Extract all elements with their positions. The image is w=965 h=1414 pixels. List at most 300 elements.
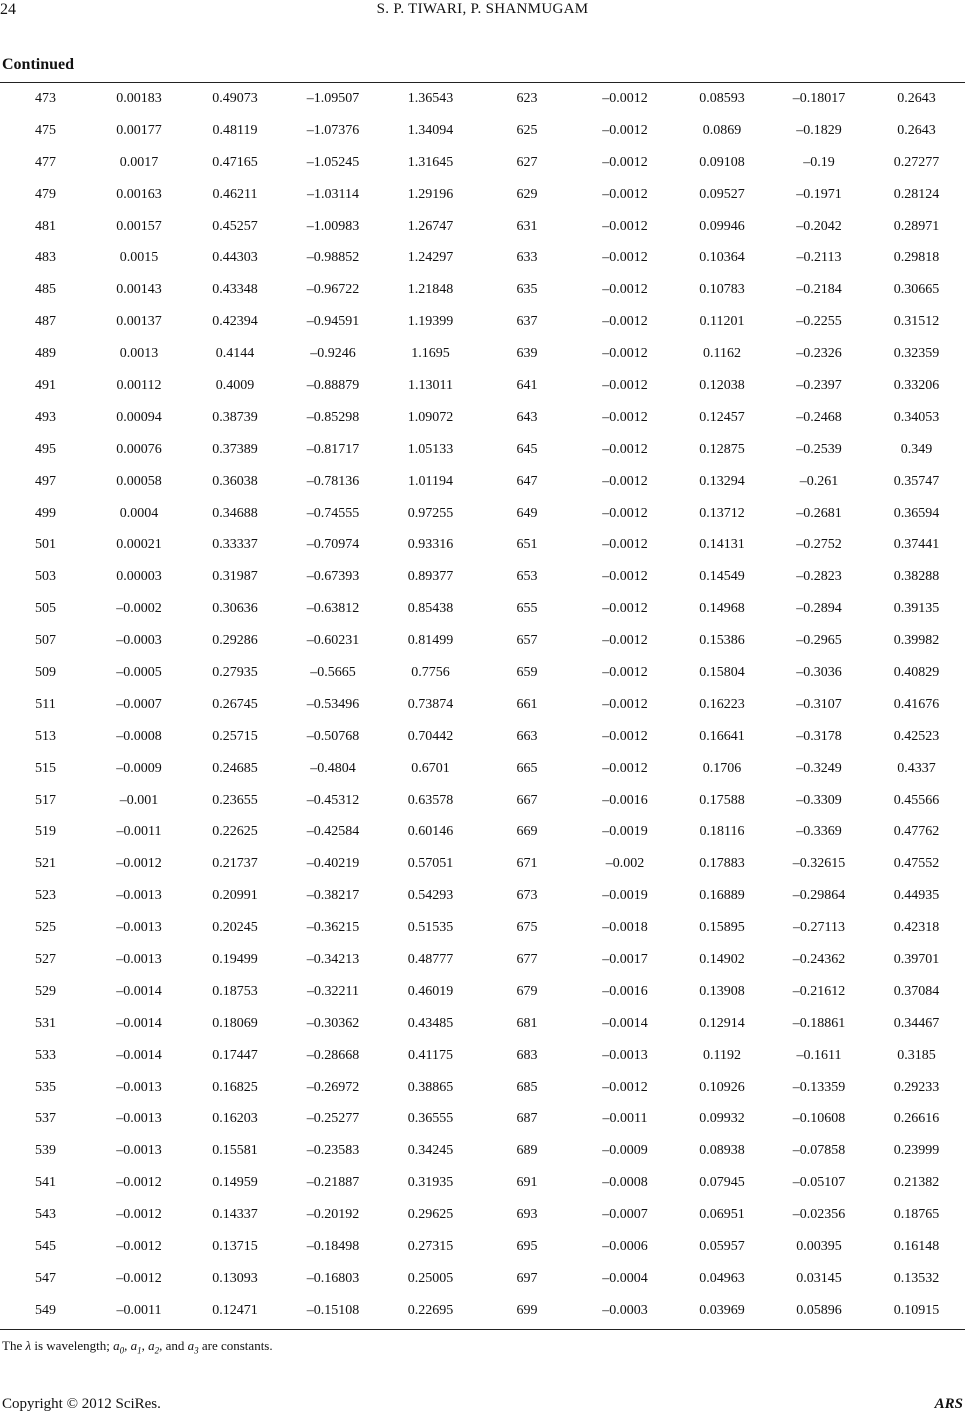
data-table bbox=[0, 83, 965, 1327]
lambda-symbol: λ bbox=[25, 1338, 32, 1353]
table-cell: –0.001 bbox=[119, 792, 159, 808]
table-cell: –0.0012 bbox=[602, 90, 648, 106]
table-cell: 0.09932 bbox=[699, 1111, 745, 1127]
table-cell: 0.07945 bbox=[699, 1175, 745, 1191]
table-cell: 625 bbox=[516, 122, 538, 138]
table-cell: 0.31935 bbox=[407, 1175, 454, 1191]
table-cell: –0.0014 bbox=[116, 1015, 162, 1031]
table-cell: –0.25277 bbox=[306, 1111, 360, 1127]
table-cell: 0.35747 bbox=[893, 473, 940, 489]
footnote-tail: are constants. bbox=[198, 1338, 273, 1353]
table-cell: 533 bbox=[35, 1047, 56, 1063]
table-cell: 1.29196 bbox=[407, 186, 454, 202]
table-cell: –0.42584 bbox=[306, 824, 360, 840]
table-cell: 0.16641 bbox=[699, 728, 745, 744]
table-cell: 0.37084 bbox=[893, 983, 940, 999]
table-cell: 0.49073 bbox=[212, 90, 258, 106]
table-row bbox=[0, 1135, 965, 1167]
table-cell: –0.0003 bbox=[116, 633, 162, 649]
table-cell: 0.00157 bbox=[116, 218, 162, 234]
table-cell: –0.2752 bbox=[796, 537, 842, 553]
constant-a-letter: a bbox=[113, 1338, 120, 1353]
footnote-separator: , bbox=[141, 1338, 149, 1353]
table-row bbox=[0, 242, 965, 274]
table-cell: 0.48119 bbox=[212, 122, 258, 138]
table-cell: 0.16148 bbox=[893, 1239, 940, 1254]
table-bottom-rule bbox=[0, 1329, 965, 1330]
journal-abbreviation: ARS bbox=[934, 1396, 963, 1412]
constant-a3 bbox=[187, 1338, 199, 1356]
table-cell: 0.00076 bbox=[116, 441, 162, 457]
table-cell: 0.38739 bbox=[212, 409, 258, 425]
table-cell: 0.00058 bbox=[116, 473, 162, 489]
table-cell: –0.0019 bbox=[602, 888, 648, 904]
table-cell: –0.5665 bbox=[310, 664, 356, 680]
table-cell: 0.36555 bbox=[407, 1111, 454, 1127]
table-cell: –0.0008 bbox=[602, 1175, 648, 1191]
table-cell: 0.63578 bbox=[407, 792, 454, 808]
table-cell: 0.34053 bbox=[893, 409, 940, 425]
table-cell: –0.261 bbox=[799, 473, 839, 489]
table-cell: 699 bbox=[516, 1302, 538, 1318]
table-cell: –0.2894 bbox=[796, 601, 842, 617]
table-cell: 0.00021 bbox=[116, 537, 162, 553]
table-cell: –0.32615 bbox=[792, 856, 846, 872]
footnote-separator: , and bbox=[159, 1338, 188, 1353]
table-cell: 0.16825 bbox=[212, 1079, 258, 1095]
table-cell: –0.40219 bbox=[306, 856, 360, 872]
table-row bbox=[0, 689, 965, 721]
table-cell: –0.1829 bbox=[796, 122, 842, 138]
table-cell: –0.60231 bbox=[306, 633, 360, 649]
table-cell: –0.53496 bbox=[306, 696, 360, 712]
table-cell: –0.0012 bbox=[602, 505, 648, 521]
table-cell: 671 bbox=[516, 856, 538, 872]
table-cell: –0.0012 bbox=[602, 282, 648, 298]
table-cell: 0.03969 bbox=[699, 1302, 745, 1318]
table-cell: –0.0013 bbox=[116, 888, 162, 904]
table-cell: 677 bbox=[516, 951, 538, 967]
table-cell: 0.45566 bbox=[893, 792, 940, 808]
table-cell: –0.0012 bbox=[602, 186, 648, 202]
table-cell: 0.10915 bbox=[893, 1302, 940, 1318]
table-cell: –0.0012 bbox=[116, 1270, 162, 1286]
table-cell: 0.51535 bbox=[407, 920, 454, 936]
table-cell: –0.0012 bbox=[602, 218, 648, 234]
table-cell: 511 bbox=[35, 696, 56, 712]
table-cell: 0.12457 bbox=[699, 409, 745, 425]
table-cell: 0.29818 bbox=[893, 250, 940, 266]
table-row bbox=[0, 1231, 965, 1263]
table-cell: 501 bbox=[35, 537, 56, 553]
table-cell: –0.70974 bbox=[306, 537, 360, 553]
table-cell: 505 bbox=[35, 601, 56, 617]
table-cell: 0.18116 bbox=[699, 824, 745, 840]
running-head: S. P. TIWARI, P. SHANMUGAM bbox=[376, 1, 589, 17]
table-cell: 681 bbox=[516, 1015, 538, 1031]
table-cell: –0.15108 bbox=[306, 1302, 360, 1318]
table-cell: –0.0013 bbox=[116, 1111, 162, 1127]
table-row bbox=[0, 848, 965, 880]
table-cell: –0.0013 bbox=[116, 1143, 162, 1159]
table-cell: 0.46019 bbox=[407, 983, 454, 999]
table-cell: –0.0005 bbox=[116, 664, 162, 680]
table-cell: –0.07858 bbox=[792, 1143, 846, 1159]
table-cell: –0.21612 bbox=[792, 983, 846, 999]
table-cell: 1.21848 bbox=[407, 282, 454, 298]
constant-a2 bbox=[148, 1338, 160, 1356]
table-cell: 0.18765 bbox=[893, 1207, 940, 1223]
table-cell: –0.0012 bbox=[116, 856, 162, 872]
table-cell: 0.4009 bbox=[215, 377, 255, 393]
table-cell: 665 bbox=[516, 760, 538, 776]
table-cell: 623 bbox=[516, 90, 538, 106]
table-cell: 545 bbox=[35, 1239, 56, 1254]
table-row bbox=[0, 434, 965, 466]
table-cell: 635 bbox=[516, 282, 538, 298]
table-cell: –0.3309 bbox=[796, 792, 842, 808]
table-cell: 0.37441 bbox=[893, 537, 940, 553]
table-cell: 0.14968 bbox=[699, 601, 745, 617]
table-cell: –0.0013 bbox=[116, 920, 162, 936]
table-row bbox=[0, 816, 965, 848]
table-cell: 697 bbox=[516, 1270, 538, 1286]
table-cell: 0.19499 bbox=[212, 951, 258, 967]
table-cell: 0.03145 bbox=[796, 1270, 842, 1286]
table-cell: 0.06951 bbox=[699, 1207, 745, 1223]
table-cell: 691 bbox=[516, 1175, 538, 1191]
table-cell: 685 bbox=[516, 1079, 538, 1095]
table-cell: 0.44935 bbox=[893, 888, 940, 904]
table-cell: 0.21737 bbox=[212, 856, 258, 872]
table-cell: 0.47165 bbox=[212, 154, 258, 170]
table-cell: –0.2823 bbox=[796, 569, 842, 585]
table-cell: 0.30636 bbox=[212, 601, 258, 617]
table-cell: 0.29286 bbox=[212, 633, 258, 649]
table-row bbox=[0, 83, 965, 115]
table-cell: 0.00094 bbox=[116, 409, 162, 425]
table-cell: 515 bbox=[35, 760, 56, 776]
table-cell: –0.0019 bbox=[602, 824, 648, 840]
table-cell: 521 bbox=[35, 856, 56, 872]
table-cell: 0.23655 bbox=[212, 792, 258, 808]
table-cell: 653 bbox=[516, 569, 538, 585]
table-row bbox=[0, 976, 965, 1008]
table-cell: 0.81499 bbox=[407, 633, 454, 649]
table-cell: 0.09946 bbox=[699, 218, 745, 234]
table-cell: –0.18017 bbox=[792, 90, 846, 106]
table-cell: 0.33206 bbox=[893, 377, 940, 393]
table-cell: 0.39982 bbox=[893, 633, 940, 649]
table-cell: –1.00983 bbox=[306, 218, 360, 234]
table-cell: 0.24685 bbox=[212, 760, 258, 776]
table-cell: 0.48777 bbox=[407, 951, 454, 967]
table-row bbox=[0, 721, 965, 753]
table-cell: –0.2042 bbox=[796, 218, 842, 234]
table-cell: –0.34213 bbox=[306, 951, 360, 967]
table-cell: 0.46211 bbox=[212, 186, 258, 202]
table-cell: 0.2643 bbox=[897, 122, 936, 138]
table-cell: –1.07376 bbox=[306, 122, 360, 138]
table-cell: –0.3036 bbox=[796, 664, 842, 680]
table-cell: 0.37389 bbox=[212, 441, 258, 457]
table-cell: –0.0016 bbox=[602, 983, 648, 999]
table-cell: –1.03114 bbox=[307, 186, 359, 202]
table-cell: 493 bbox=[35, 409, 56, 425]
table-cell: 541 bbox=[35, 1175, 56, 1191]
table-cell: 633 bbox=[516, 250, 538, 266]
table-cell: –0.0012 bbox=[602, 250, 648, 266]
table-cell: 527 bbox=[35, 951, 56, 967]
table-cell: 549 bbox=[35, 1302, 56, 1318]
table-cell: 529 bbox=[35, 983, 56, 999]
table-cell: –0.0012 bbox=[602, 664, 648, 680]
table-cell: 0.97255 bbox=[407, 505, 454, 521]
table-cell: 1.01194 bbox=[408, 473, 453, 489]
table-cell: 0.0015 bbox=[119, 250, 159, 266]
table-cell: 0.14549 bbox=[699, 569, 745, 585]
table-cell: –0.50768 bbox=[306, 728, 360, 744]
table-cell: 679 bbox=[516, 983, 538, 999]
table-row bbox=[0, 944, 965, 976]
table-cell: 0.22695 bbox=[407, 1302, 454, 1318]
table-row bbox=[0, 1295, 965, 1327]
table-cell: –0.2397 bbox=[796, 377, 842, 393]
table-cell: –0.3178 bbox=[796, 728, 842, 744]
table-cell: –0.0014 bbox=[116, 1047, 162, 1063]
table-cell: –0.20192 bbox=[306, 1207, 360, 1223]
table-row bbox=[0, 1263, 965, 1295]
table-cell: 0.73874 bbox=[407, 696, 454, 712]
table-cell: –0.0013 bbox=[116, 1079, 162, 1095]
table-cell: –0.0007 bbox=[602, 1207, 648, 1223]
table-cell: 0.11201 bbox=[699, 314, 745, 330]
table-cell: 473 bbox=[35, 90, 56, 106]
table-cell: 0.22625 bbox=[212, 824, 258, 840]
table-cell: 669 bbox=[516, 824, 538, 840]
table-cell: –0.2255 bbox=[796, 314, 842, 330]
table-cell: 0.26745 bbox=[212, 696, 258, 712]
table-cell: 517 bbox=[35, 792, 56, 808]
table-row bbox=[0, 1008, 965, 1040]
table-cell: –0.4804 bbox=[310, 760, 356, 776]
table-cell: 0.41676 bbox=[893, 696, 940, 712]
table-cell: –0.0012 bbox=[602, 473, 648, 489]
table-cell: –0.19 bbox=[803, 154, 835, 170]
table-cell: –0.0009 bbox=[602, 1143, 648, 1159]
table-cell: 0.10926 bbox=[699, 1079, 745, 1095]
table-cell: 0.34688 bbox=[212, 505, 258, 521]
table-cell: 0.00137 bbox=[116, 314, 162, 330]
table-row bbox=[0, 625, 965, 657]
table-cell: –0.0013 bbox=[602, 1047, 648, 1063]
table-cell: –0.0011 bbox=[116, 824, 162, 840]
table-cell: –0.10608 bbox=[792, 1111, 846, 1127]
table-cell: 0.47552 bbox=[893, 856, 940, 872]
table-cell: –1.05245 bbox=[306, 154, 360, 170]
table-cell: –0.0012 bbox=[116, 1175, 162, 1191]
constant-a-letter: a bbox=[187, 1338, 195, 1353]
table-cell: 509 bbox=[35, 664, 56, 680]
table-row bbox=[0, 274, 965, 306]
table-row bbox=[0, 306, 965, 338]
table-cell: 695 bbox=[516, 1239, 538, 1254]
table-cell: –0.2965 bbox=[796, 633, 842, 649]
table-cell: –0.81717 bbox=[306, 441, 360, 457]
table-cell: 637 bbox=[516, 314, 538, 330]
page-header bbox=[0, 0, 965, 26]
table-cell: –0.0012 bbox=[116, 1239, 162, 1254]
table-cell: –0.002 bbox=[605, 856, 645, 872]
table-cell: –0.02356 bbox=[792, 1207, 846, 1223]
table-cell: 663 bbox=[516, 728, 538, 744]
table-cell: 507 bbox=[35, 633, 56, 649]
table-cell: 1.09072 bbox=[407, 409, 454, 425]
table-cell: –0.63812 bbox=[306, 601, 360, 617]
table-cell: –0.0003 bbox=[602, 1302, 648, 1318]
table-cell: 0.54293 bbox=[407, 888, 454, 904]
table-cell: 643 bbox=[516, 409, 538, 425]
table-cell: –0.85298 bbox=[306, 409, 360, 425]
table-cell: 0.0013 bbox=[119, 346, 159, 362]
table-cell: –0.3249 bbox=[796, 760, 842, 776]
table-cell: 0.27935 bbox=[212, 664, 258, 680]
table-cell: 479 bbox=[35, 186, 56, 202]
table-cell: 0.27315 bbox=[407, 1239, 454, 1254]
table-cell: 0.89377 bbox=[407, 569, 454, 585]
table-cell: 675 bbox=[516, 920, 538, 936]
table-cell: 0.15895 bbox=[699, 920, 745, 936]
table-cell: 0.21382 bbox=[893, 1175, 940, 1191]
table-cell: 0.1706 bbox=[702, 760, 742, 776]
table-row bbox=[0, 370, 965, 402]
table-row bbox=[0, 785, 965, 817]
table-cell: 645 bbox=[516, 441, 538, 457]
table-cell: –0.0009 bbox=[116, 760, 162, 776]
table-cell: 0.09527 bbox=[699, 186, 745, 202]
table-cell: 499 bbox=[35, 505, 56, 521]
table-row bbox=[0, 1104, 965, 1136]
table-cell: 0.42318 bbox=[893, 920, 940, 936]
table-row bbox=[0, 466, 965, 498]
table-cell: 537 bbox=[35, 1111, 56, 1127]
table-cell: 0.13712 bbox=[699, 505, 745, 521]
table-cell: 0.20245 bbox=[212, 920, 258, 936]
table-cell: 0.17588 bbox=[699, 792, 745, 808]
table-cell: 0.28124 bbox=[893, 186, 940, 202]
table-cell: 0.04963 bbox=[699, 1270, 745, 1286]
table-cell: 491 bbox=[35, 377, 56, 393]
table-cell: 649 bbox=[516, 505, 538, 521]
table-cell: 1.13011 bbox=[408, 377, 453, 393]
table-cell: –0.28668 bbox=[306, 1047, 360, 1063]
table-cell: 0.3185 bbox=[897, 1047, 936, 1063]
table-cell: 0.08938 bbox=[699, 1143, 745, 1159]
table-cell: 0.7756 bbox=[411, 664, 450, 680]
table-cell: –0.27113 bbox=[793, 920, 845, 936]
table-cell: 0.23999 bbox=[893, 1143, 940, 1159]
table-cell: 0.14902 bbox=[699, 951, 745, 967]
subscript-1: 1 bbox=[137, 1345, 142, 1356]
table-cell: –0.0012 bbox=[602, 1079, 648, 1095]
table-cell: 0.34245 bbox=[407, 1143, 454, 1159]
table-cell: 0.33337 bbox=[212, 537, 258, 553]
table-cell: 0.20991 bbox=[212, 888, 258, 904]
table-cell: –0.0012 bbox=[602, 537, 648, 553]
table-row bbox=[0, 753, 965, 785]
table-cell: –0.67393 bbox=[306, 569, 360, 585]
constant-a-letter: a bbox=[148, 1338, 155, 1353]
table-cell: –0.23583 bbox=[306, 1143, 360, 1159]
table-cell: –0.24362 bbox=[792, 951, 846, 967]
table-cell: 631 bbox=[516, 218, 538, 234]
table-cell: 513 bbox=[35, 728, 56, 744]
table-cell: 0.25005 bbox=[407, 1270, 454, 1286]
table-cell: 0.15386 bbox=[699, 633, 745, 649]
table-cell: –0.0004 bbox=[602, 1270, 648, 1286]
table-cell: –0.78136 bbox=[306, 473, 360, 489]
table-body bbox=[0, 83, 965, 1327]
table-row bbox=[0, 561, 965, 593]
table-cell: 477 bbox=[35, 154, 56, 170]
table-cell: 667 bbox=[516, 792, 538, 808]
table-cell: 0.16223 bbox=[699, 696, 745, 712]
table-cell: –0.1971 bbox=[796, 186, 842, 202]
table-cell: 641 bbox=[516, 377, 538, 393]
table-cell: 0.70442 bbox=[407, 728, 454, 744]
table-cell: 1.1695 bbox=[411, 346, 450, 362]
subscript-0: 0 bbox=[119, 1345, 125, 1356]
table-cell: 0.15804 bbox=[699, 664, 745, 680]
table-cell: 0.60146 bbox=[407, 824, 454, 840]
table-cell: –0.2468 bbox=[796, 409, 842, 425]
table-cell: –0.0012 bbox=[602, 601, 648, 617]
table-row bbox=[0, 1040, 965, 1072]
footnote-text: is wavelength; bbox=[31, 1338, 114, 1353]
table-cell: 0.17883 bbox=[699, 856, 745, 872]
table-cell: 0.12471 bbox=[212, 1302, 258, 1318]
table-cell: 525 bbox=[35, 920, 56, 936]
table-cell: 1.31645 bbox=[407, 154, 454, 170]
table-cell: 543 bbox=[35, 1207, 56, 1223]
table-cell: –0.0011 bbox=[602, 1111, 648, 1127]
table-cell: 0.47762 bbox=[893, 824, 940, 840]
table-cell: 0.15581 bbox=[212, 1143, 258, 1159]
constant-a1 bbox=[130, 1338, 142, 1356]
table-row bbox=[0, 115, 965, 147]
table-cell: –0.0011 bbox=[116, 1302, 162, 1318]
table-cell: 1.19399 bbox=[407, 314, 454, 330]
table-cell: 0.41175 bbox=[408, 1047, 453, 1063]
table-cell: 531 bbox=[35, 1015, 56, 1031]
table-cell: 485 bbox=[35, 282, 56, 298]
table-row bbox=[0, 402, 965, 434]
table-cell: 655 bbox=[516, 601, 538, 617]
table-cell: 0.43348 bbox=[212, 282, 258, 298]
table-cell: 657 bbox=[516, 633, 538, 649]
table-cell: 0.10364 bbox=[699, 250, 745, 266]
table-cell: 0.13532 bbox=[893, 1270, 940, 1286]
table-cell: 0.00163 bbox=[116, 186, 162, 202]
table-row bbox=[0, 498, 965, 530]
table-cell: 673 bbox=[516, 888, 538, 904]
table-cell: –0.0014 bbox=[602, 1015, 648, 1031]
copyright-notice: Copyright © 2012 SciRes. bbox=[2, 1396, 161, 1412]
table-cell: 651 bbox=[516, 537, 538, 553]
table-cell: 0.17447 bbox=[212, 1047, 258, 1063]
table-cell: 519 bbox=[35, 824, 56, 840]
table-cell: 0.05896 bbox=[796, 1302, 842, 1318]
